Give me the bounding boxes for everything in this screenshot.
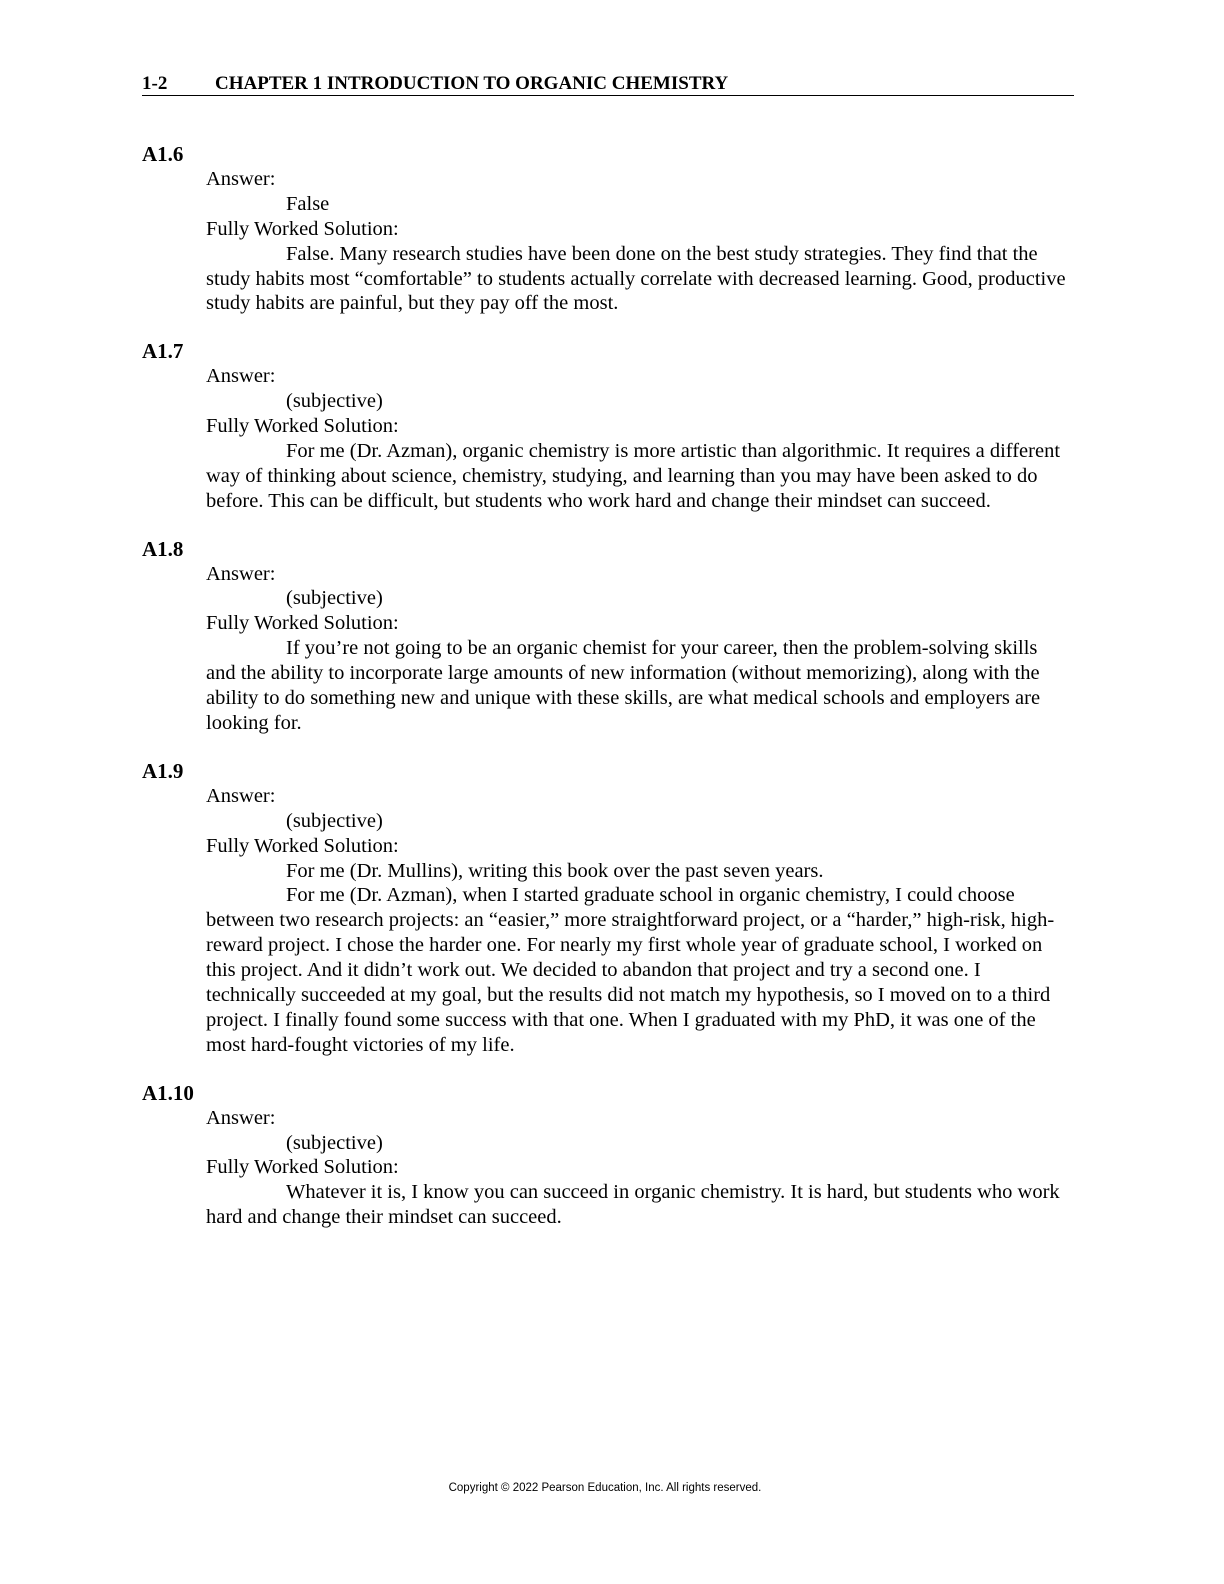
- question-block: [142, 339, 1072, 513]
- question-block: [142, 1081, 1072, 1230]
- copyright-footer: Copyright © 2022 Pearson Education, Inc. All rights reserved.: [448, 1482, 762, 1494]
- solution-paragraph: [206, 636, 1072, 736]
- answer-value: (subjective): [286, 587, 383, 610]
- question-body: [206, 364, 1072, 513]
- solution-paragraph: [206, 242, 1072, 317]
- answer-value: (subjective): [286, 809, 383, 832]
- answer-value: (subjective): [286, 390, 383, 413]
- solution-text: For me (Dr. Azman), organic chemistry is more artistic than algorithmic. It requires a different way of thinking about science, chemistry, studying, and learning than you may have been asked to do before. This can be difficult, but students who work hard and change their mindset can succeed.: [206, 439, 1061, 512]
- question-label: A1.6: [142, 142, 184, 166]
- solution-paragraph: [206, 439, 1072, 514]
- answer-value: False: [286, 192, 330, 215]
- solution-paragraph: [206, 883, 1072, 1057]
- question-block: [142, 537, 1072, 736]
- solution-label: Fully Worked Solution:: [206, 217, 399, 240]
- solution-paragraph: [206, 859, 1072, 884]
- answer-label: Answer:: [206, 562, 276, 585]
- solution-label: Fully Worked Solution:: [206, 612, 399, 635]
- question-label: A1.10: [142, 1080, 194, 1105]
- solution-text: If you’re not going to be an organic chemist for your career, then the problem-solving skills and the ability to incorporate large amounts of new information (without memorizing), along with the ability to do something new and unique with these skills, are what medical schools and employers are looking for.: [206, 637, 1041, 734]
- answers-content: [142, 142, 1072, 1253]
- question-body: [206, 1106, 1072, 1231]
- question-body: [206, 167, 1072, 316]
- question-label: A1.8: [142, 536, 184, 561]
- question-block: [142, 142, 1072, 316]
- question-label: A1.7: [142, 339, 184, 364]
- solution-text: For me (Dr. Mullins), writing this book over the past seven years.: [286, 859, 824, 882]
- answer-value: (subjective): [286, 1131, 383, 1154]
- solution-label: Fully Worked Solution:: [206, 415, 399, 438]
- solution-text: Whatever it is, I know you can succeed in organic chemistry. It is hard, but students who work hard and change their mindset can succeed.: [206, 1181, 1060, 1229]
- question-body: [206, 562, 1072, 736]
- question-body: [206, 784, 1072, 1058]
- answer-label: Answer:: [206, 784, 276, 807]
- solution-text: For me (Dr. Azman), when I started graduate school in organic chemistry, I could choose between two research projects: an “easier,” more straightforward project, or a “harder,” high-risk, high-reward project. I chose the harder one. For nearly my first whole year of graduate school, I worked on this project. And it didn’t work out. We decided to abandon that project and try a second one. I technically succeeded at my goal, but the results did not match my hypothesis, so I moved on to a third project. I finally found some success with that one. When I graduated with my PhD, it was one of the most hard-fought victories of my life.: [206, 884, 1055, 1056]
- solution-label: Fully Worked Solution:: [206, 834, 399, 857]
- question-label: A1.9: [142, 758, 184, 783]
- answer-label: Answer:: [206, 1106, 276, 1129]
- question-block: [142, 759, 1072, 1058]
- solution-paragraph: [206, 1180, 1072, 1230]
- answer-label: Answer:: [206, 167, 276, 190]
- page-header: [142, 73, 1074, 96]
- solution-text: False. Many research studies have been done on the best study strategies. They find that the study habits most “comfortable” to students actually correlate with decreased learning. Good, productive study habits are painful, but they pay off the most.: [206, 242, 1066, 315]
- solution-label: Fully Worked Solution:: [206, 1156, 399, 1179]
- answer-label: Answer:: [206, 365, 276, 388]
- page-number: 1-2: [142, 73, 168, 94]
- chapter-title: CHAPTER 1 INTRODUCTION TO ORGANIC CHEMISTRY: [215, 73, 729, 94]
